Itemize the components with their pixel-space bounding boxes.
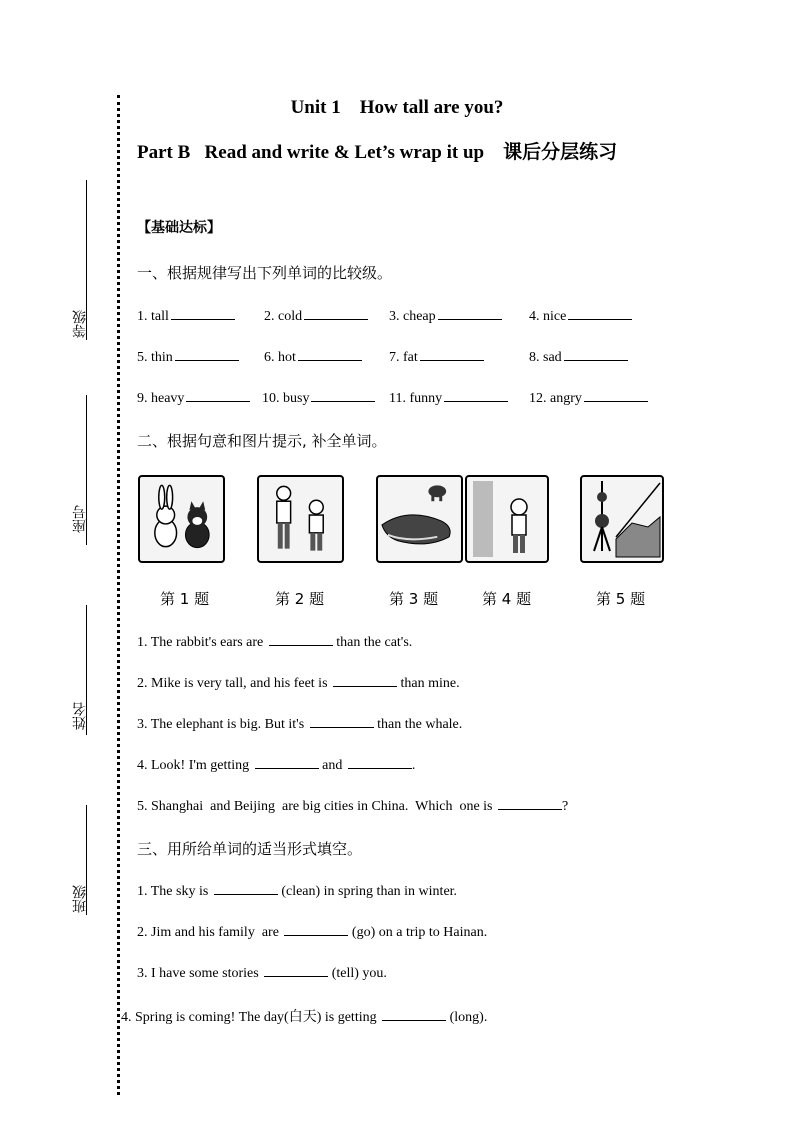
question-line: 5. Shanghai and Beijing are big cities in China. Which one is ? xyxy=(137,799,569,814)
rabbit-cat-illustration xyxy=(140,477,223,561)
seat-label: 座号 xyxy=(72,505,88,533)
picture-caption: 第 4 题 xyxy=(482,590,532,608)
elephant-whale-illustration xyxy=(378,477,461,561)
class-label: 班级 xyxy=(72,885,88,913)
elephant-whale-picture xyxy=(376,475,463,563)
answer-blank[interactable] xyxy=(420,348,484,361)
answer-blank[interactable] xyxy=(214,882,278,895)
answer-blank[interactable] xyxy=(333,674,397,687)
answer-blank[interactable] xyxy=(304,307,368,320)
answer-blank[interactable] xyxy=(298,348,362,361)
page-title: Unit 1 How tall are you? xyxy=(290,97,504,118)
answer-blank[interactable] xyxy=(498,797,562,810)
answer-blank[interactable] xyxy=(564,348,628,361)
tower-wall-illustration xyxy=(582,477,662,561)
comparative-item: 4. nice xyxy=(529,307,632,325)
boy-height-illustration xyxy=(467,477,547,561)
answer-blank[interactable] xyxy=(444,389,508,402)
boy-height-picture xyxy=(465,475,549,563)
picture-caption: 第 5 题 xyxy=(596,590,646,608)
section1-heading: 一、根据规律写出下列单词的比较级。 xyxy=(137,264,393,282)
binding-line xyxy=(117,95,120,1095)
page-subtitle: Part B Read and write & Let’s wrap it up 课后分层练习 xyxy=(137,142,618,163)
answer-blank[interactable] xyxy=(171,307,235,320)
comparative-item: 8. sad xyxy=(529,348,628,366)
picture-caption: 第 3 题 xyxy=(389,590,439,608)
comparative-item: 1. tall xyxy=(137,307,235,325)
comparative-item: 12. angry xyxy=(529,389,648,407)
section3-heading: 三、用所给单词的适当形式填空。 xyxy=(137,840,363,858)
answer-blank[interactable] xyxy=(348,756,412,769)
answer-blank[interactable] xyxy=(311,389,375,402)
two-boys-picture xyxy=(257,475,344,563)
picture-caption: 第 2 题 xyxy=(275,590,325,608)
answer-blank[interactable] xyxy=(382,1008,446,1021)
comparative-item: 6. hot xyxy=(264,348,362,366)
comparative-item: 9. heavy xyxy=(137,389,250,407)
question-line: 4. Look! I'm getting and . xyxy=(137,758,416,773)
question-line: 4. Spring is coming! The day(白天) is getting (long). xyxy=(121,1010,488,1025)
question-line: 1. The rabbit's ears are than the cat's. xyxy=(137,635,413,650)
comparative-item: 10. busy xyxy=(262,389,375,407)
answer-blank[interactable] xyxy=(284,923,348,936)
answer-blank[interactable] xyxy=(255,756,319,769)
question-line: 1. The sky is (clean) in spring than in winter. xyxy=(137,884,458,899)
name-label: 姓名 xyxy=(72,702,88,730)
comparative-item: 7. fat xyxy=(389,348,484,366)
two-boys-illustration xyxy=(259,477,342,561)
answer-blank[interactable] xyxy=(438,307,502,320)
section-basic-label: 【基础达标】 xyxy=(137,220,221,236)
question-line: 2. Mike is very tall, and his feet is than mine. xyxy=(137,676,460,691)
question-line: 2. Jim and his family are (go) on a trip to Hainan. xyxy=(137,925,488,940)
tower-wall-picture xyxy=(580,475,664,563)
comparative-item: 3. cheap xyxy=(389,307,502,325)
answer-blank[interactable] xyxy=(568,307,632,320)
answer-blank[interactable] xyxy=(584,389,648,402)
grade-label: 等级 xyxy=(72,310,88,338)
rabbit-cat-picture xyxy=(138,475,225,563)
answer-blank[interactable] xyxy=(264,964,328,977)
question-line: 3. I have some stories (tell) you. xyxy=(137,966,387,981)
section2-heading: 二、根据句意和图片提示, 补全单词。 xyxy=(137,432,387,450)
answer-blank[interactable] xyxy=(310,715,374,728)
answer-blank[interactable] xyxy=(175,348,239,361)
comparative-item: 2. cold xyxy=(264,307,368,325)
picture-caption: 第 1 题 xyxy=(160,590,210,608)
comparative-item: 5. thin xyxy=(137,348,239,366)
question-line: 3. The elephant is big. But it's than the whale. xyxy=(137,717,463,732)
answer-blank[interactable] xyxy=(186,389,250,402)
answer-blank[interactable] xyxy=(269,633,333,646)
comparative-item: 11. funny xyxy=(389,389,508,407)
